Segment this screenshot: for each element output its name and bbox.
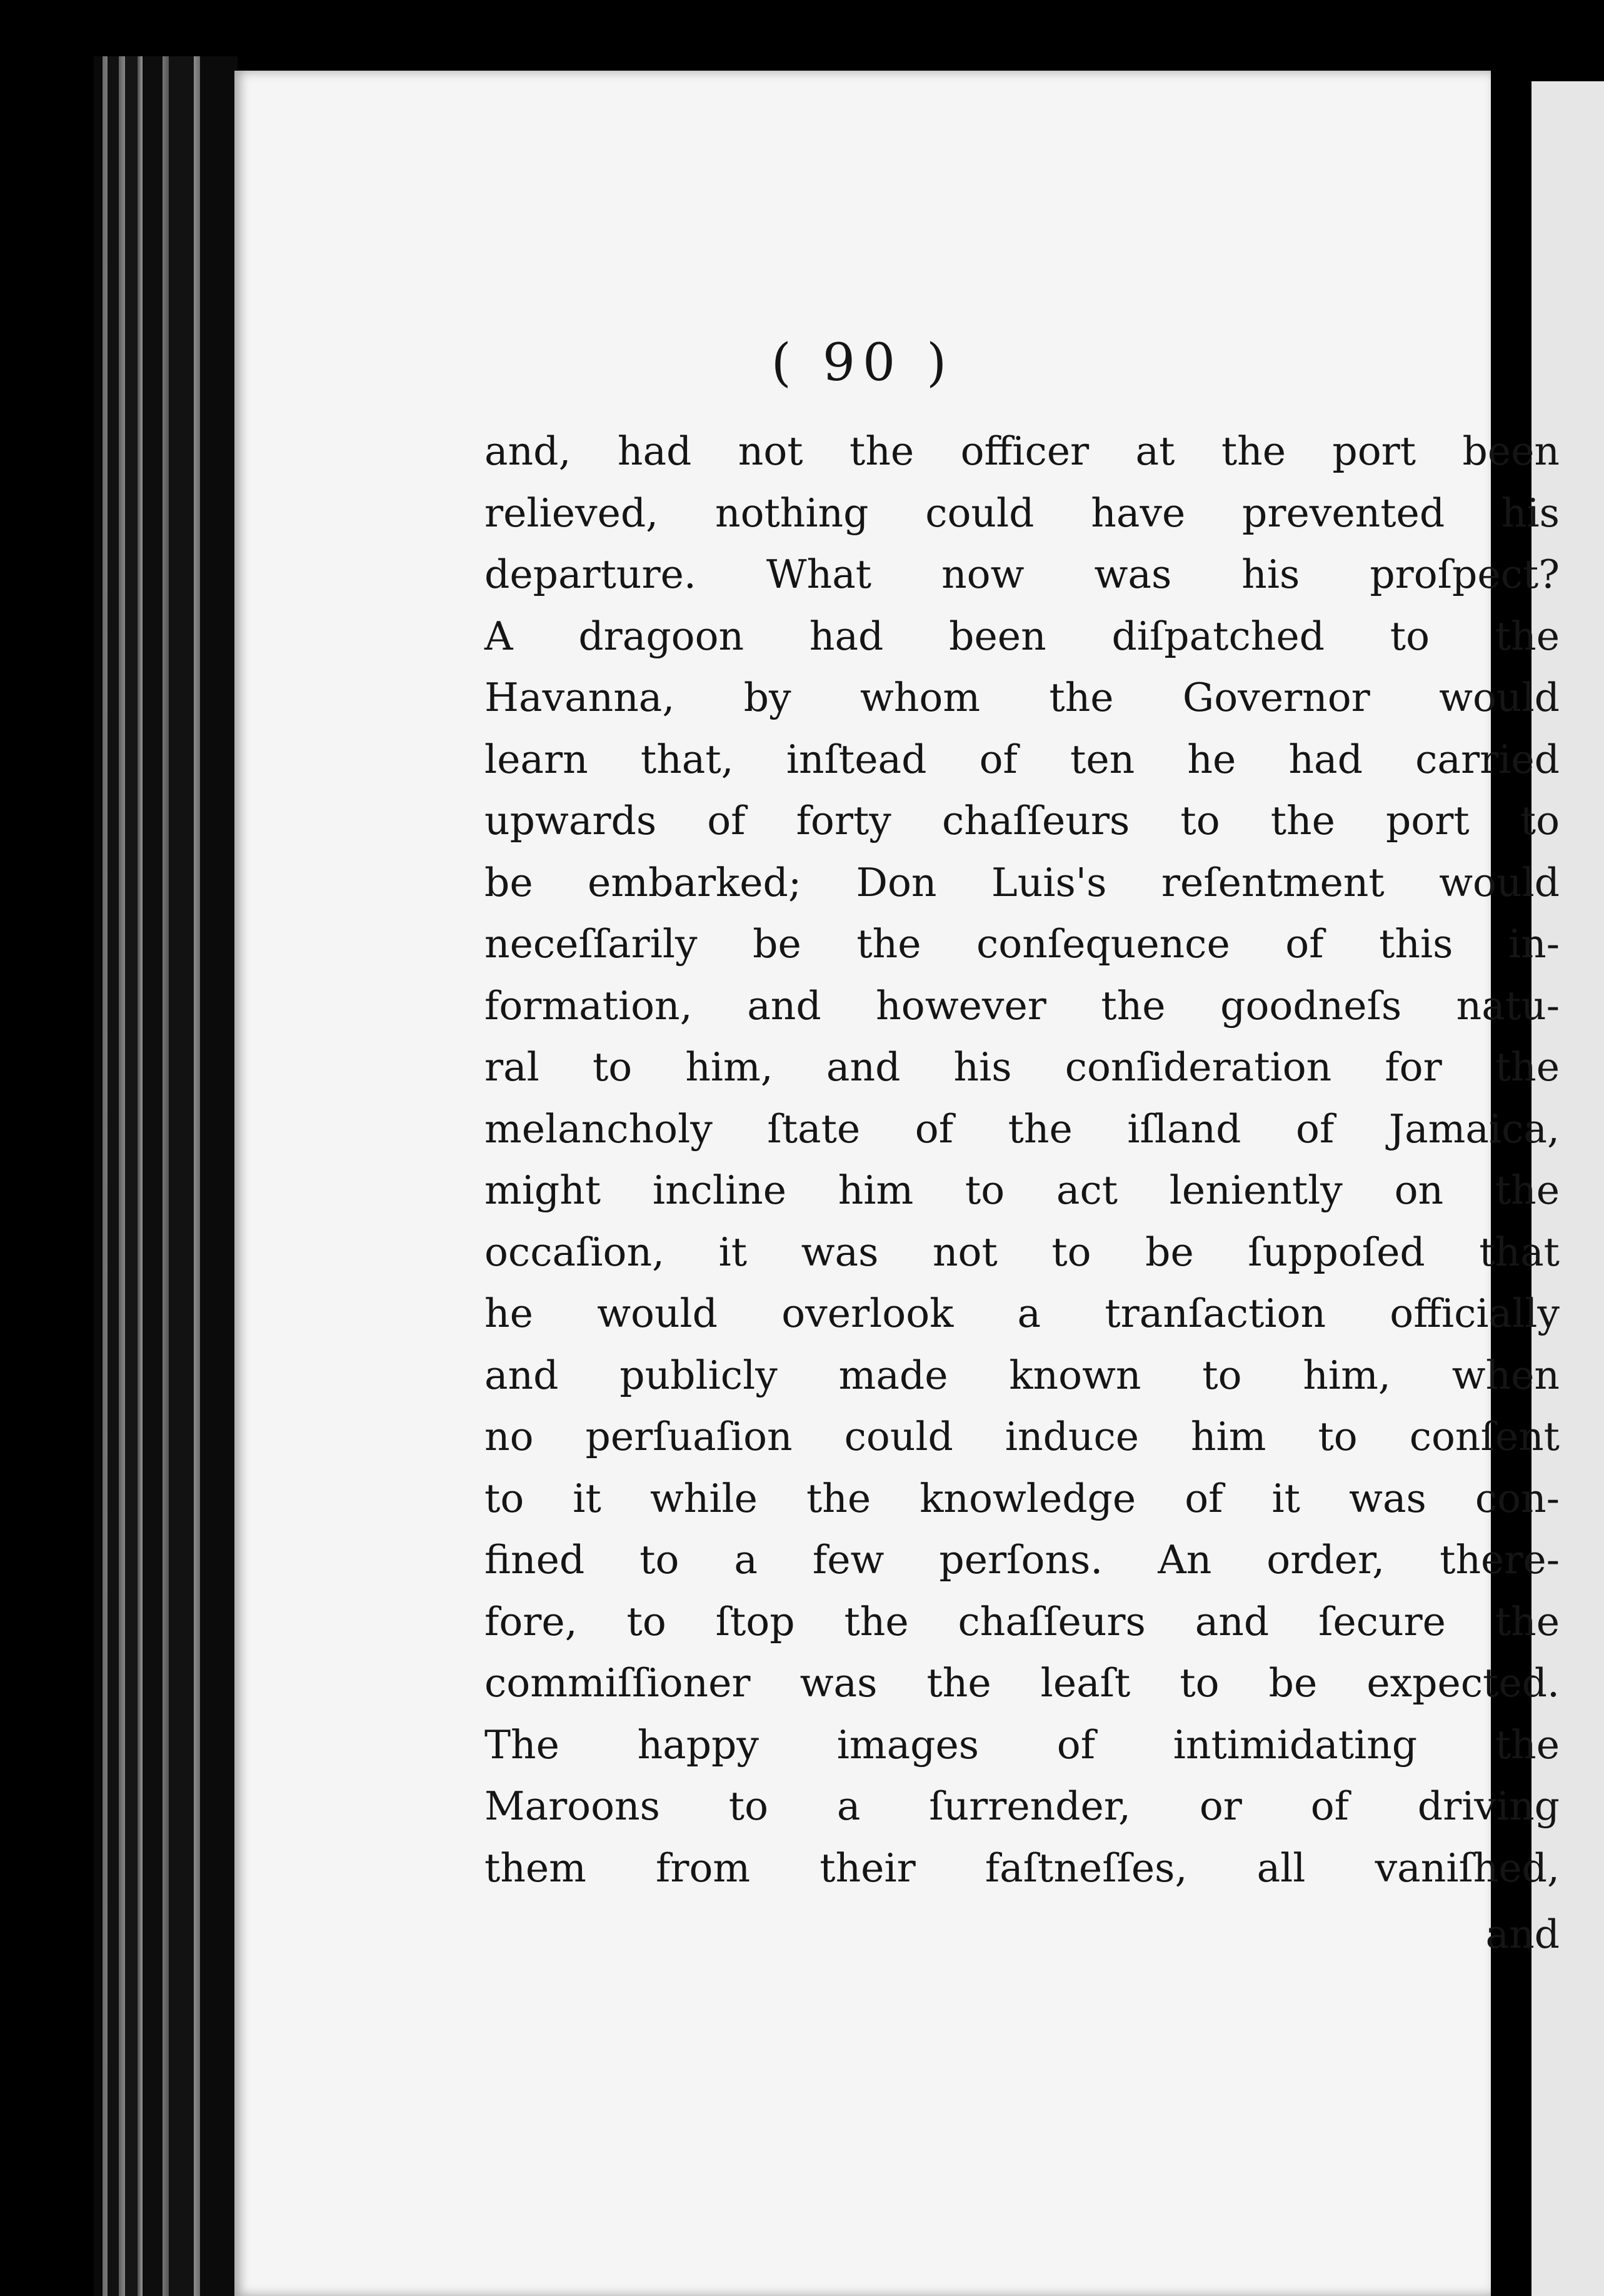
text-line: formation, and however the goodneſs natu- bbox=[484, 982, 1560, 1029]
text-line: them from their faſtneſſes, all vaniſhed, bbox=[484, 1845, 1560, 1891]
text-line: departure. What now was his proſpect? bbox=[484, 551, 1560, 597]
text-line: fore, to ſtop the chaſſeurs and ſecure the bbox=[484, 1598, 1560, 1644]
text-line: he would overlook a tranſaction officially bbox=[484, 1291, 1560, 1336]
text-line: A dragoon had been diſpatched to the bbox=[484, 613, 1560, 659]
text-line: to it while the knowledge of it was con- bbox=[484, 1475, 1560, 1521]
text-line: melancholy ſtate of the iſland of Jamaica, bbox=[484, 1105, 1560, 1152]
text-line: upwards of forty chaſſeurs to the port to bbox=[484, 798, 1560, 843]
text-line: fined to a few perſons. An order, there- bbox=[484, 1537, 1560, 1583]
text-line: and, had not the officer at the port been bbox=[484, 428, 1560, 474]
text-line: and publicly made known to him, when bbox=[484, 1352, 1560, 1398]
catchword: and bbox=[1485, 1911, 1560, 1957]
book-binding-gutter bbox=[94, 56, 238, 2296]
text-line: might incline him to act leniently on the bbox=[484, 1167, 1560, 1213]
text-line: Maroons to a ſurrender, or of driving bbox=[484, 1783, 1560, 1829]
text-line: The happy images of intimidating the bbox=[484, 1721, 1560, 1768]
text-line: occaſion, it was not to be ſuppoſed that bbox=[484, 1229, 1560, 1275]
body-text bbox=[484, 421, 1560, 1899]
text-line: no perſuaſion could induce him to conſent bbox=[484, 1414, 1560, 1459]
page-number: ( 90 ) bbox=[771, 333, 955, 393]
text-line: relieved, nothing could have prevented his bbox=[484, 490, 1560, 536]
text-line: commiſſioner was the leaſt to be expected. bbox=[484, 1660, 1560, 1706]
text-line: learn that, inſtead of ten he had carried bbox=[484, 736, 1560, 782]
text-line: be embarked; Don Luis's reſentment would bbox=[484, 859, 1560, 905]
text-line: ral to him, and his conſideration for the bbox=[484, 1044, 1560, 1090]
text-line: neceſſarily be the conſequence of this in- bbox=[484, 921, 1560, 967]
text-line: Havanna, by whom the Governor would bbox=[484, 675, 1560, 720]
page-leaf bbox=[234, 71, 1560, 2296]
